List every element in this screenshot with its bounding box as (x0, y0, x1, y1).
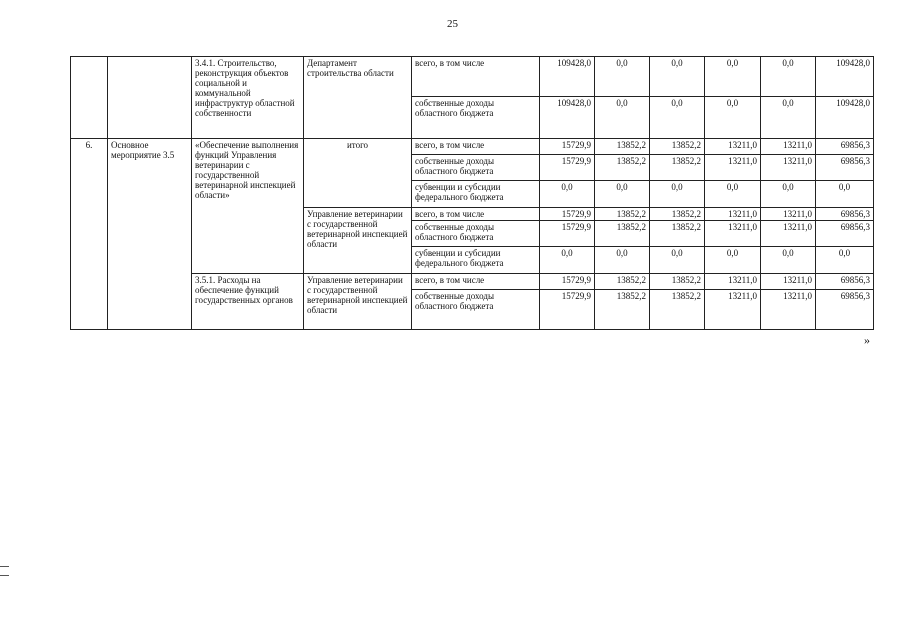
funding-source-cell: собственные доходы областного бюджета (412, 290, 540, 330)
value-cell: 15729,9 (540, 139, 595, 155)
total-cell: 69856,3 (816, 208, 874, 221)
value-cell: 15729,9 (540, 221, 595, 247)
total-cell: 69856,3 (816, 155, 874, 181)
total-cell: 69856,3 (816, 274, 874, 290)
funding-source-cell: собственные доходы областного бюджета (412, 155, 540, 181)
measure-name-cell: 3.5.1. Расходы на обеспечение функций государственных органов (192, 274, 304, 330)
margin-mark (0, 566, 9, 576)
total-cell: 69856,3 (816, 290, 874, 330)
total-cell: 69856,3 (816, 139, 874, 155)
table-row (71, 274, 874, 290)
value-cell: 0,0 (595, 181, 650, 208)
value-cell: 109428,0 (540, 97, 595, 139)
value-cell: 0,0 (540, 181, 595, 208)
value-cell: 13852,2 (650, 155, 705, 181)
value-cell: 0,0 (705, 247, 761, 274)
value-cell: 0,0 (705, 181, 761, 208)
value-cell: 0,0 (705, 97, 761, 139)
value-cell: 13852,2 (650, 290, 705, 330)
value-cell: 13852,2 (650, 139, 705, 155)
funding-source-cell: всего, в том числе (412, 274, 540, 290)
value-cell: 13852,2 (595, 155, 650, 181)
total-cell: 109428,0 (816, 57, 874, 97)
value-cell: 13211,0 (761, 208, 816, 221)
executor-cell: Департамент строительства области (304, 57, 412, 139)
value-cell: 13211,0 (761, 155, 816, 181)
value-cell: 13211,0 (761, 221, 816, 247)
funding-source-cell: субвенции и субсидии федерального бюджета (412, 247, 540, 274)
value-cell: 13852,2 (595, 221, 650, 247)
value-cell: 13211,0 (705, 274, 761, 290)
funding-source-cell: субвенции и субсидии федерального бюджета (412, 181, 540, 208)
measure-name-cell: 3.4.1. Строительство, реконструкция объектов социальной и коммунальной инфраструктур областной собственности (192, 57, 304, 139)
executor-cell: итого (304, 139, 412, 208)
value-cell: 13211,0 (705, 208, 761, 221)
status-cell: Основное мероприятие 3.5 (108, 139, 192, 330)
value-cell: 13852,2 (650, 274, 705, 290)
value-cell: 13211,0 (705, 155, 761, 181)
value-cell: 13211,0 (705, 139, 761, 155)
value-cell: 13852,2 (650, 221, 705, 247)
value-cell: 13852,2 (595, 139, 650, 155)
value-cell: 0,0 (650, 57, 705, 97)
page-number: 25 (447, 18, 458, 30)
table-row (71, 139, 874, 155)
value-cell: 15729,9 (540, 155, 595, 181)
value-cell: 13852,2 (595, 290, 650, 330)
value-cell: 13852,2 (650, 208, 705, 221)
funding-source-cell: всего, в том числе (412, 57, 540, 97)
closing-quote: » (864, 333, 870, 347)
table-row (71, 57, 874, 97)
value-cell: 0,0 (761, 57, 816, 97)
value-cell: 15729,9 (540, 208, 595, 221)
value-cell: 0,0 (540, 247, 595, 274)
value-cell: 0,0 (761, 247, 816, 274)
value-cell: 0,0 (595, 97, 650, 139)
total-cell: 0,0 (816, 247, 874, 274)
value-cell: 13211,0 (761, 139, 816, 155)
funding-source-cell: собственные доходы областного бюджета (412, 221, 540, 247)
value-cell: 0,0 (595, 247, 650, 274)
value-cell: 13211,0 (761, 274, 816, 290)
value-cell: 0,0 (650, 181, 705, 208)
value-cell: 13211,0 (705, 221, 761, 247)
total-cell: 69856,3 (816, 221, 874, 247)
value-cell: 13852,2 (595, 274, 650, 290)
funding-source-cell: всего, в том числе (412, 139, 540, 155)
value-cell: 109428,0 (540, 57, 595, 97)
executor-cell: Управление ветеринарии с государственной ветеринарной инспекцией области (304, 208, 412, 274)
funding-source-cell: собственные доходы областного бюджета (412, 97, 540, 139)
executor-cell: Управление ветеринарии с государственной ветеринарной инспекцией области (304, 274, 412, 330)
value-cell: 0,0 (650, 247, 705, 274)
total-cell: 109428,0 (816, 97, 874, 139)
status-cell (108, 57, 192, 139)
value-cell: 15729,9 (540, 274, 595, 290)
number-cell: 6. (71, 139, 108, 330)
value-cell: 0,0 (595, 57, 650, 97)
total-cell: 0,0 (816, 181, 874, 208)
value-cell: 0,0 (705, 57, 761, 97)
value-cell: 0,0 (650, 97, 705, 139)
value-cell: 13211,0 (761, 290, 816, 330)
value-cell: 13211,0 (705, 290, 761, 330)
number-cell (71, 57, 108, 139)
value-cell: 0,0 (761, 97, 816, 139)
measure-name-cell: «Обеспечение выполнения функций Управления ветеринарии с государственной ветеринарной инспекцией области» (192, 139, 304, 274)
funding-source-cell: всего, в том числе (412, 208, 540, 221)
value-cell: 13852,2 (595, 208, 650, 221)
value-cell: 15729,9 (540, 290, 595, 330)
budget-table (70, 56, 874, 330)
value-cell: 0,0 (761, 181, 816, 208)
